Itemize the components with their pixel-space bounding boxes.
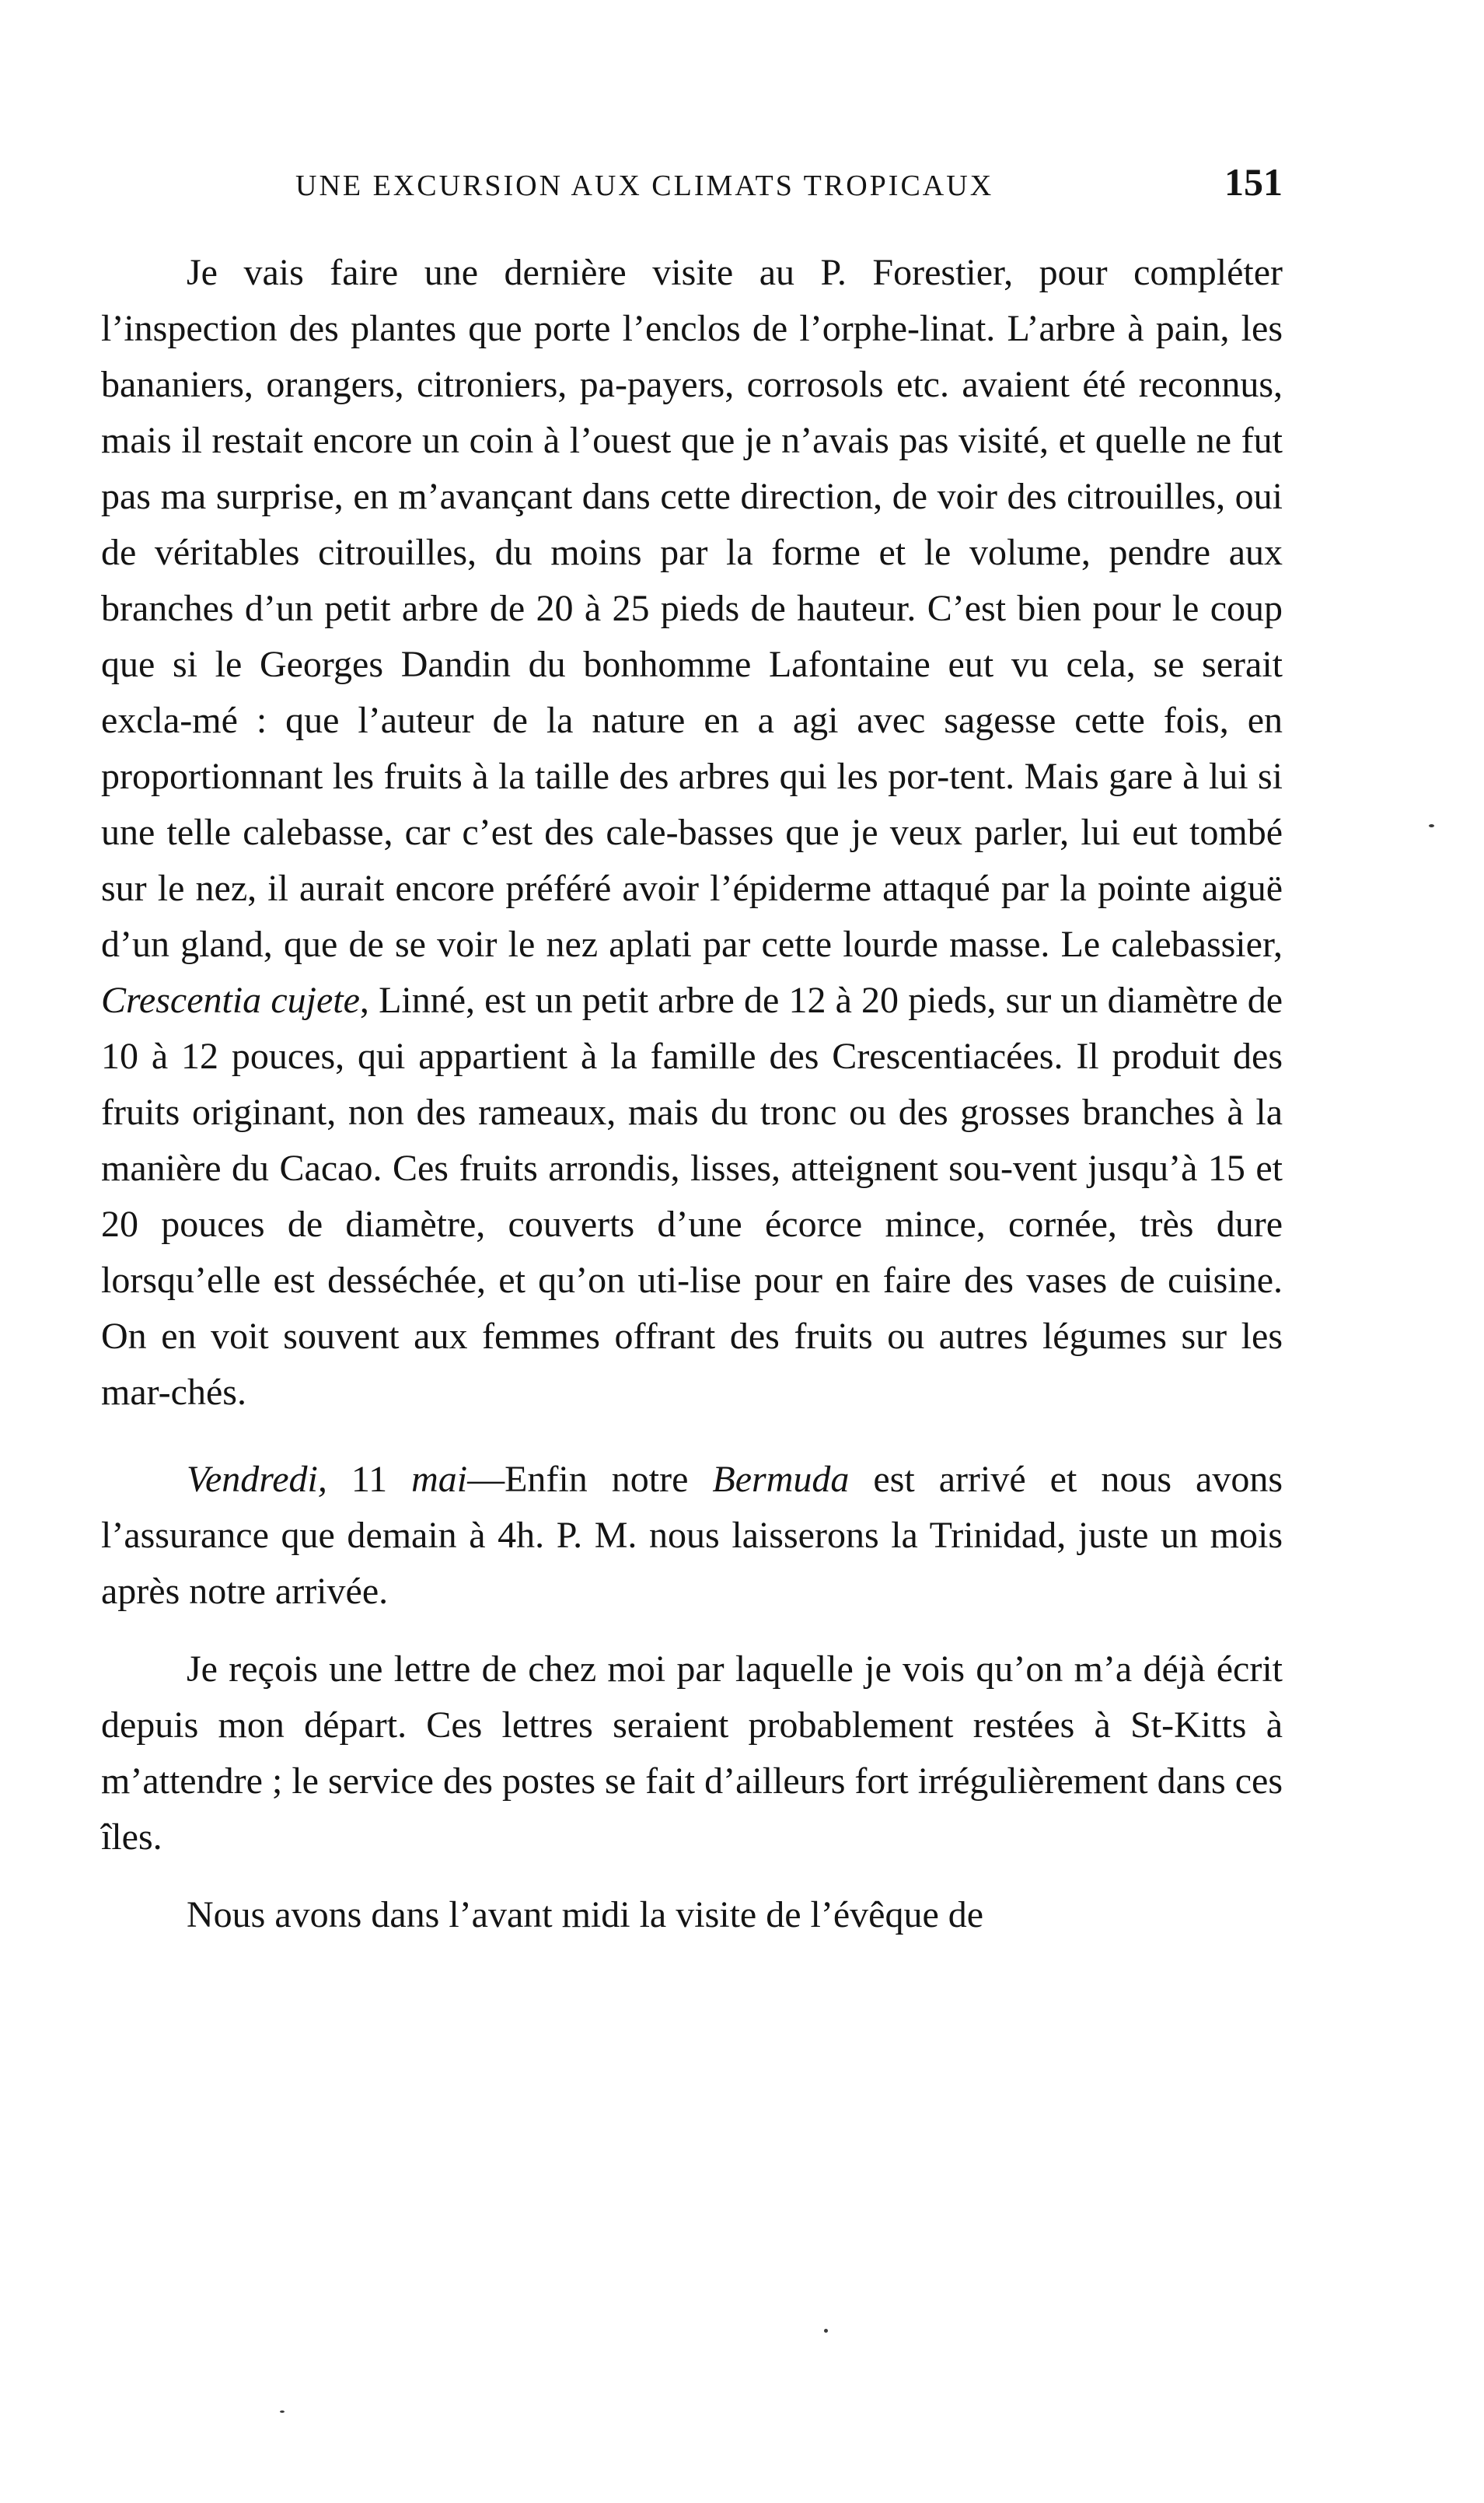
paragraph-text: —Enfin notre [467,1459,713,1500]
paragraph-calebassier [101,245,1283,1421]
date-number: 11 [326,1459,412,1500]
paragraph-vendredi [101,1452,1283,1620]
day-name: Vendredi, [187,1459,327,1500]
running-head [101,159,1283,206]
paragraph-eveque [101,1887,1283,1943]
paragraph-text-continued: est arrivé et nous avons l’assurance que demain à 4h. P. M. nous laisserons la Trinidad, juste un mois après notre arrivée. [101,1459,1283,1612]
body-text [101,245,1283,1943]
paragraph-text: Nous avons dans l’avant midi la visite de l’évêque de [187,1894,984,1935]
paragraph-text: Je reçois une lettre de chez moi par laquelle je vois qu’on m’a déjà écrit depuis mon départ. Ces lettres seraient probablement restées à St-Kitts à m’attendre ; le service des postes se fait d’ailleurs fort irrégulièrement dans ces îles. [101,1648,1283,1858]
paragraph-text: Je vais faire une dernière visite au P. Forestier, pour compléter l’inspection des plantes que porte l’enclos de l’orphe-linat. L’arbre à pain, les bananiers, orangers, citroniers, pa-payers, corrosols etc. avaient été reconnus, mais il restait encore un coin à l’ouest que je n’avais pas visité, et quelle ne fut pas ma surprise, en m’avançant dans cette direction, de voir des citrouilles, oui de véritables citrouilles, du moins par la forme et le volume, pendre aux branches d’un petit arbre de 20 à 25 pieds de hauteur. C’est bien pour le coup que si le Georges Dandin du bonhomme Lafontaine eut vu cela, se serait excla-mé : que l’auteur de la nature en a agi avec sagesse cette fois, en proportionnant les fruits à la taille des arbres qui les por-tent. Mais gare à lui si une telle calebasse, car c’est des cale-basses que je veux parler, lui eut tombé sur le nez, il aurait encore préféré avoir l’épiderme attaqué par la pointe aiguë d’un gland, que de se voir le nez aplati par cette lourde masse. Le calebassier, [101,252,1283,965]
month-name: mai [411,1459,468,1500]
paragraph-text-continued: , Linné, est un petit arbre de 12 à 20 pieds, sur un diamètre de 10 à 12 pouces, qui appartient à la famille des Crescentiacées. Il produit des fruits originant, non des rameaux, mais du tronc ou des grosses branches à la manière du Cacao. Ces fruits arrondis, lisses, atteignent sou-vent jusqu’à 15 et 20 pouces de diamètre, couverts d’une écorce mince, cornée, très dure lorsqu’elle est desséchée, et qu’on uti-lise pour en faire des vases de cuisine. On en voit souvent aux femmes offrant des fruits ou autres légumes sur les mar-chés. [101,980,1283,1413]
running-title: UNE EXCURSION AUX CLIMATS TROPICAUX [295,170,994,202]
print-speck [824,2329,828,2333]
ship-name: Bermuda [712,1459,850,1500]
page-number: 151 [1224,160,1283,204]
botanical-name: Crescentia cujete [101,980,360,1021]
print-speck [280,2410,285,2413]
print-speck [1429,824,1434,827]
paragraph-lettre [101,1641,1283,1865]
